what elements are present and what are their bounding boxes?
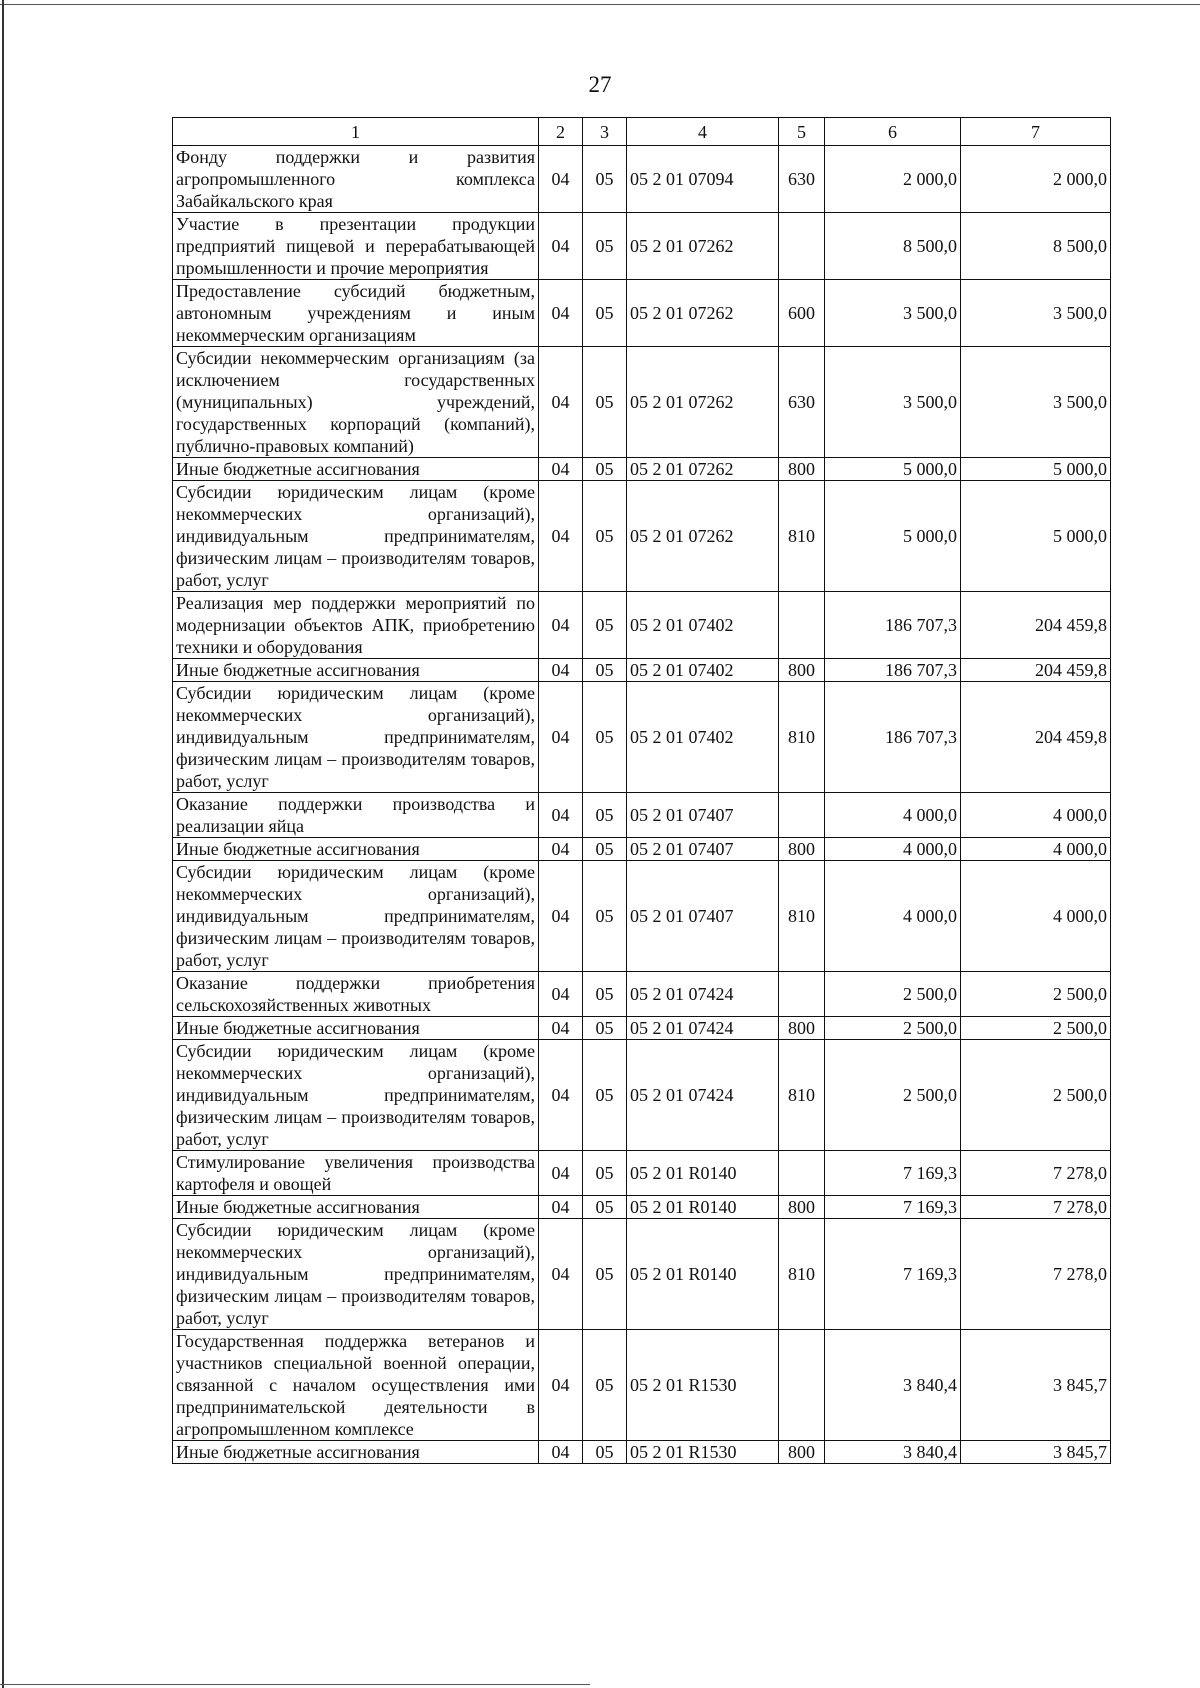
row-amount-7: 7 278,0 [961, 1219, 1111, 1330]
row-expense-type [779, 1151, 825, 1196]
row-amount-6: 5 000,0 [825, 458, 961, 481]
row-subsection: 05 [583, 682, 627, 793]
row-expense-type [779, 213, 825, 280]
row-amount-7: 204 459,8 [961, 682, 1111, 793]
row-subsection: 05 [583, 458, 627, 481]
row-name: Стимулирование увеличения производства картофеля и овощей [173, 1151, 539, 1196]
row-section: 04 [539, 146, 583, 213]
table-row [173, 1151, 1111, 1196]
row-section: 04 [539, 861, 583, 972]
row-amount-7: 2 500,0 [961, 1040, 1111, 1151]
row-name: Субсидии юридическим лицам (кроме некоммерческих организаций), индивидуальным предпринимателям, физическим лицам – производителям товаров, работ, услуг [173, 861, 539, 972]
table-header-row [173, 118, 1111, 146]
budget-table [172, 117, 1111, 1464]
column-header: 4 [627, 118, 779, 146]
row-target-code: 05 2 01 07407 [627, 861, 779, 972]
table-row [173, 793, 1111, 838]
row-amount-6: 4 000,0 [825, 861, 961, 972]
row-subsection: 05 [583, 1441, 627, 1464]
table-row [173, 1441, 1111, 1464]
row-amount-6: 4 000,0 [825, 838, 961, 861]
row-subsection: 05 [583, 1151, 627, 1196]
row-amount-6: 2 500,0 [825, 972, 961, 1017]
row-amount-6: 7 169,3 [825, 1151, 961, 1196]
row-expense-type [779, 793, 825, 838]
table-row [173, 1017, 1111, 1040]
row-section: 04 [539, 592, 583, 659]
row-section: 04 [539, 838, 583, 861]
row-amount-6: 3 840,4 [825, 1441, 961, 1464]
row-target-code: 05 2 01 07262 [627, 458, 779, 481]
table-row [173, 592, 1111, 659]
row-subsection: 05 [583, 592, 627, 659]
row-target-code: 05 2 01 07424 [627, 1040, 779, 1151]
row-name: Государственная поддержка ветеранов и участников специальной военной операции, связанной с началом осуществления ими предпринимательской деятельности в агропромышленном комплексе [173, 1330, 539, 1441]
row-section: 04 [539, 481, 583, 592]
row-section: 04 [539, 1196, 583, 1219]
row-target-code: 05 2 01 07424 [627, 972, 779, 1017]
row-target-code: 05 2 01 R1530 [627, 1441, 779, 1464]
table-row [173, 1196, 1111, 1219]
row-name: Иные бюджетные ассигнования [173, 1196, 539, 1219]
row-amount-7: 7 278,0 [961, 1196, 1111, 1219]
table-row [173, 1219, 1111, 1330]
row-target-code: 05 2 01 R1530 [627, 1330, 779, 1441]
row-section: 04 [539, 793, 583, 838]
row-amount-7: 4 000,0 [961, 793, 1111, 838]
row-expense-type: 810 [779, 481, 825, 592]
row-amount-6: 4 000,0 [825, 793, 961, 838]
row-section: 04 [539, 280, 583, 347]
row-amount-6: 2 500,0 [825, 1017, 961, 1040]
row-amount-7: 5 000,0 [961, 458, 1111, 481]
row-section: 04 [539, 347, 583, 458]
row-section: 04 [539, 458, 583, 481]
row-section: 04 [539, 659, 583, 682]
row-amount-6: 7 169,3 [825, 1219, 961, 1330]
row-expense-type: 810 [779, 1219, 825, 1330]
row-expense-type: 800 [779, 838, 825, 861]
row-target-code: 05 2 01 07262 [627, 280, 779, 347]
row-amount-6: 3 500,0 [825, 280, 961, 347]
row-expense-type: 800 [779, 1017, 825, 1040]
row-subsection: 05 [583, 838, 627, 861]
row-section: 04 [539, 1330, 583, 1441]
scan-edge-bottom [0, 1684, 590, 1685]
row-name: Предоставление субсидий бюджетным, автономным учреждениям и иным некоммерческим организациям [173, 280, 539, 347]
row-target-code: 05 2 01 07262 [627, 481, 779, 592]
column-header: 7 [961, 118, 1111, 146]
row-subsection: 05 [583, 1330, 627, 1441]
row-amount-7: 3 845,7 [961, 1441, 1111, 1464]
row-subsection: 05 [583, 213, 627, 280]
row-amount-6: 3 840,4 [825, 1330, 961, 1441]
row-subsection: 05 [583, 793, 627, 838]
row-amount-7: 3 500,0 [961, 347, 1111, 458]
row-name: Иные бюджетные ассигнования [173, 1441, 539, 1464]
table-row [173, 280, 1111, 347]
row-amount-7: 5 000,0 [961, 481, 1111, 592]
row-expense-type: 600 [779, 280, 825, 347]
row-target-code: 05 2 01 07094 [627, 146, 779, 213]
row-amount-7: 2 500,0 [961, 1017, 1111, 1040]
table-row [173, 972, 1111, 1017]
column-header: 1 [173, 118, 539, 146]
row-subsection: 05 [583, 1219, 627, 1330]
row-amount-6: 186 707,3 [825, 592, 961, 659]
row-amount-7: 4 000,0 [961, 838, 1111, 861]
page-number: 27 [588, 72, 612, 97]
table-row [173, 347, 1111, 458]
row-name: Субсидии юридическим лицам (кроме некоммерческих организаций), индивидуальным предпринимателям, физическим лицам – производителям товаров, работ, услуг [173, 481, 539, 592]
row-target-code: 05 2 01 07262 [627, 347, 779, 458]
table-row [173, 1040, 1111, 1151]
table-row [173, 213, 1111, 280]
row-amount-7: 4 000,0 [961, 861, 1111, 972]
table-row [173, 861, 1111, 972]
row-subsection: 05 [583, 972, 627, 1017]
table-row [173, 1330, 1111, 1441]
row-amount-6: 5 000,0 [825, 481, 961, 592]
row-target-code: 05 2 01 07402 [627, 659, 779, 682]
scan-edge-left [2, 0, 4, 1688]
row-expense-type: 630 [779, 146, 825, 213]
row-amount-6: 186 707,3 [825, 682, 961, 793]
row-expense-type: 800 [779, 1441, 825, 1464]
column-header: 3 [583, 118, 627, 146]
row-amount-7: 204 459,8 [961, 592, 1111, 659]
row-expense-type [779, 592, 825, 659]
column-header: 5 [779, 118, 825, 146]
row-subsection: 05 [583, 659, 627, 682]
row-target-code: 05 2 01 07402 [627, 682, 779, 793]
row-target-code: 05 2 01 R0140 [627, 1151, 779, 1196]
row-section: 04 [539, 1151, 583, 1196]
row-name: Субсидии юридическим лицам (кроме некоммерческих организаций), индивидуальным предпринимателям, физическим лицам – производителям товаров, работ, услуг [173, 682, 539, 793]
row-name: Оказание поддержки производства и реализации яйца [173, 793, 539, 838]
table-row [173, 838, 1111, 861]
row-name: Оказание поддержки приобретения сельскохозяйственных животных [173, 972, 539, 1017]
row-expense-type [779, 972, 825, 1017]
row-target-code: 05 2 01 07407 [627, 793, 779, 838]
row-target-code: 05 2 01 07407 [627, 838, 779, 861]
row-subsection: 05 [583, 1017, 627, 1040]
row-subsection: 05 [583, 1040, 627, 1151]
row-amount-7: 3 845,7 [961, 1330, 1111, 1441]
row-name: Иные бюджетные ассигнования [173, 659, 539, 682]
row-target-code: 05 2 01 07424 [627, 1017, 779, 1040]
column-header: 6 [825, 118, 961, 146]
row-subsection: 05 [583, 481, 627, 592]
row-expense-type: 800 [779, 659, 825, 682]
row-subsection: 05 [583, 861, 627, 972]
row-target-code: 05 2 01 07402 [627, 592, 779, 659]
row-name: Иные бюджетные ассигнования [173, 838, 539, 861]
table-row [173, 458, 1111, 481]
row-subsection: 05 [583, 347, 627, 458]
row-subsection: 05 [583, 1196, 627, 1219]
row-name: Участие в презентации продукции предприятий пищевой и перерабатывающей промышленности и прочие мероприятия [173, 213, 539, 280]
row-section: 04 [539, 1441, 583, 1464]
row-amount-6: 7 169,3 [825, 1196, 961, 1219]
row-name: Субсидии юридическим лицам (кроме некоммерческих организаций), индивидуальным предпринимателям, физическим лицам – производителям товаров, работ, услуг [173, 1219, 539, 1330]
row-expense-type: 810 [779, 861, 825, 972]
row-target-code: 05 2 01 07262 [627, 213, 779, 280]
row-section: 04 [539, 1040, 583, 1151]
table-row [173, 146, 1111, 213]
row-amount-7: 2 500,0 [961, 972, 1111, 1017]
table-row [173, 682, 1111, 793]
row-target-code: 05 2 01 R0140 [627, 1196, 779, 1219]
row-subsection: 05 [583, 146, 627, 213]
row-section: 04 [539, 213, 583, 280]
row-name: Фонду поддержки и развития агропромышленного комплекса Забайкальского края [173, 146, 539, 213]
row-expense-type: 630 [779, 347, 825, 458]
row-name: Субсидии юридическим лицам (кроме некоммерческих организаций), индивидуальным предпринимателям, физическим лицам – производителям товаров, работ, услуг [173, 1040, 539, 1151]
row-section: 04 [539, 1017, 583, 1040]
row-expense-type: 810 [779, 682, 825, 793]
row-amount-7: 7 278,0 [961, 1151, 1111, 1196]
row-target-code: 05 2 01 R0140 [627, 1219, 779, 1330]
row-expense-type: 800 [779, 1196, 825, 1219]
row-amount-6: 8 500,0 [825, 213, 961, 280]
row-section: 04 [539, 1219, 583, 1330]
row-name: Иные бюджетные ассигнования [173, 1017, 539, 1040]
table-row [173, 481, 1111, 592]
row-expense-type: 800 [779, 458, 825, 481]
row-amount-6: 2 500,0 [825, 1040, 961, 1151]
row-amount-6: 3 500,0 [825, 347, 961, 458]
row-name: Субсидии некоммерческим организациям (за исключением государственных (муниципальных) учреждений, государственных корпораций (компаний), публично-правовых компаний) [173, 347, 539, 458]
row-subsection: 05 [583, 280, 627, 347]
row-expense-type [779, 1330, 825, 1441]
row-amount-7: 8 500,0 [961, 213, 1111, 280]
row-name: Реализация мер поддержки мероприятий по модернизации объектов АПК, приобретению техники и оборудования [173, 592, 539, 659]
column-header: 2 [539, 118, 583, 146]
row-amount-6: 2 000,0 [825, 146, 961, 213]
row-name: Иные бюджетные ассигнования [173, 458, 539, 481]
row-amount-7: 3 500,0 [961, 280, 1111, 347]
row-section: 04 [539, 682, 583, 793]
table-row [173, 659, 1111, 682]
scan-edge-top [0, 4, 1200, 5]
row-section: 04 [539, 972, 583, 1017]
row-amount-7: 2 000,0 [961, 146, 1111, 213]
row-amount-7: 204 459,8 [961, 659, 1111, 682]
row-expense-type: 810 [779, 1040, 825, 1151]
row-amount-6: 186 707,3 [825, 659, 961, 682]
